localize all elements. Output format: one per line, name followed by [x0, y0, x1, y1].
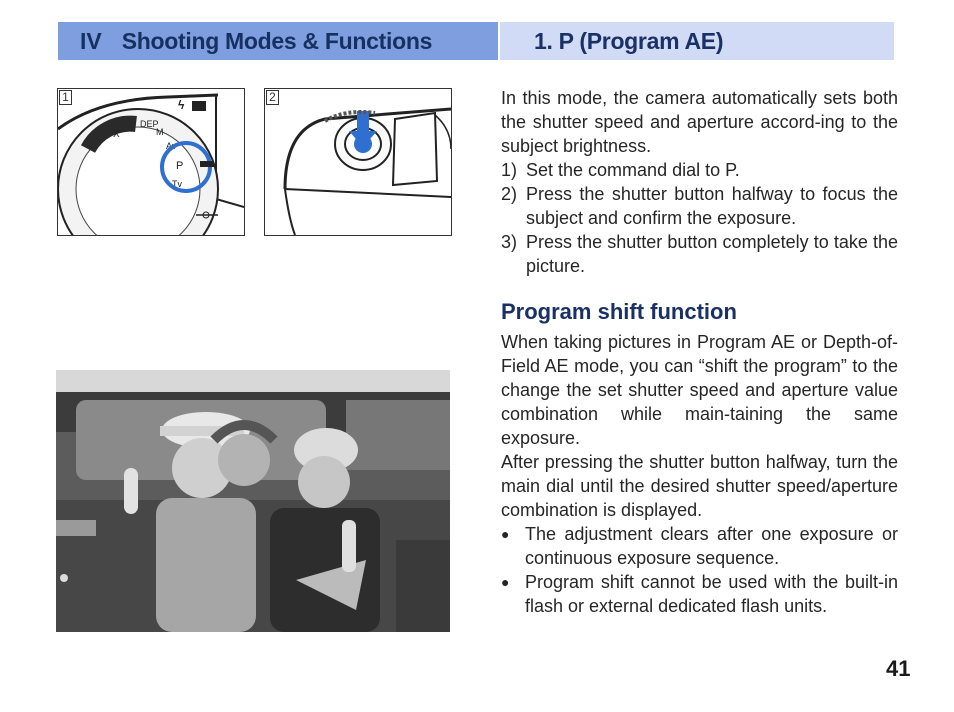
bullet-item — [501, 570, 898, 618]
bullet-dot-icon: ● — [501, 574, 510, 590]
chapter-title: Shooting Modes & Functions — [121, 27, 433, 54]
figure-shutter-button — [264, 88, 452, 236]
section-title: 1. P (Program AE) — [534, 27, 724, 54]
intro-paragraph: In this mode, the camera automatically sets both the shutter speed and aperture accord-ing to the subject brightness. — [501, 88, 898, 156]
shutter-button-illustration — [265, 89, 451, 235]
step-number: 1) — [501, 160, 518, 180]
section-header-bar — [500, 22, 894, 60]
dial-label-av: Av — [166, 141, 177, 151]
body-text-column — [501, 86, 898, 618]
step-item — [501, 158, 898, 182]
step-item — [501, 230, 898, 278]
dial-label-tv: Tv — [172, 179, 182, 189]
dial-label-m: M — [156, 127, 164, 137]
subheading: Program shift function — [501, 299, 737, 324]
step-text: Press the shutter button completely to take the picture. — [526, 232, 898, 276]
step-text: Set the command dial to P. — [526, 160, 740, 180]
bullet-item — [501, 522, 898, 570]
step-number: 2) — [501, 184, 518, 204]
figure-number-2: 2 — [266, 90, 279, 105]
dial-label-dep: DEP — [140, 119, 159, 129]
bullet-text: Program shift cannot be used with the built-in flash or external dedicated flash units. — [525, 572, 898, 616]
page-number: 41 — [886, 656, 911, 681]
chapter-number: IV — [80, 27, 102, 54]
photo-illustration — [56, 370, 450, 632]
paragraph: When taking pictures in Program AE or Depth-of-Field AE mode, you can “shift the program” to the change the set shutter speed and aperture value combination while main-taining the same exposure. — [501, 332, 898, 448]
svg-text:ϟ: ϟ — [178, 98, 185, 112]
chapter-header-bar — [58, 22, 498, 60]
step-text: Press the shutter button halfway to focus the subject and confirm the exposure. — [526, 184, 898, 228]
figure-number-1: 1 — [59, 90, 72, 105]
bullet-text: The adjustment clears after one exposure or continuous exposure sequence. — [525, 524, 898, 568]
paragraph: After pressing the shutter button halfway, turn the main dial until the desired shutter speed/aperture combination is displayed. — [501, 452, 898, 520]
command-dial-illustration — [58, 89, 244, 235]
photo-children-by-car — [56, 370, 450, 632]
dial-label-x: X — [113, 129, 120, 140]
figure-command-dial — [57, 88, 245, 236]
step-item — [501, 182, 898, 230]
step-number: 3) — [501, 232, 518, 252]
dial-label-p: P — [176, 160, 184, 172]
bullet-dot-icon: ● — [501, 526, 510, 542]
